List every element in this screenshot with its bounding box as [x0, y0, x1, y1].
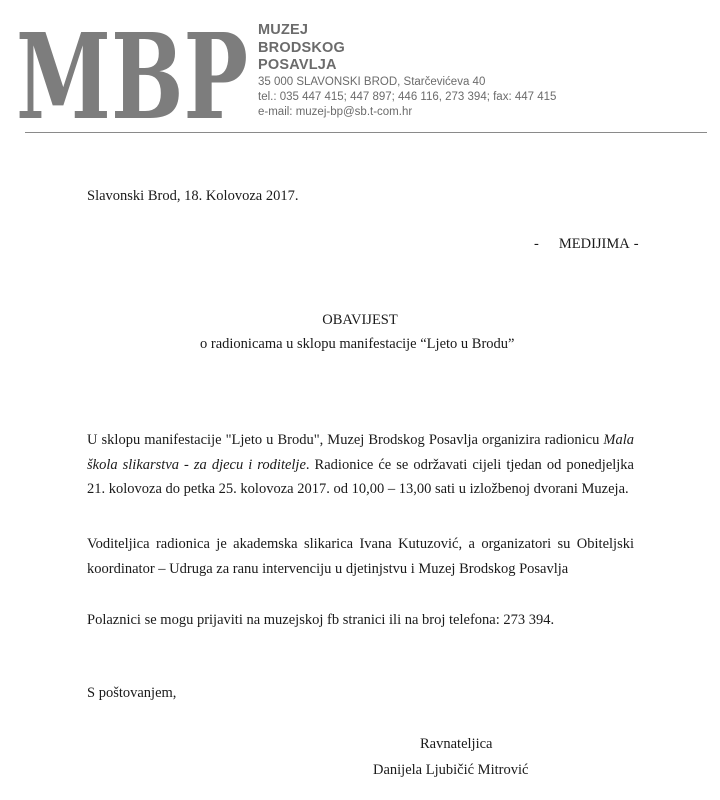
paragraph-workshop [87, 428, 634, 502]
paragraph-organizers: Voditeljica radionica je akademska slikarica Ivana Kutuzović, a organizatori su Obiteljski koordinator – Udruga za ranu intervenciju u djetinjstvu i Muzej Brodskog Posavlja [87, 536, 634, 577]
recipient-text: MEDIJIMA [558, 236, 630, 252]
organization-email: e-mail: muzej-bp@sb.t-com.hr [258, 105, 413, 118]
paragraph-text: . Radionice će se održavati cijeli tjedan od ponedjeljka 21. kolovoza do petka 25. kolovoza 2017. od 10,00 – 13,00 sati u izložbenoj dvorani Muzeja. [87, 456, 634, 497]
recipient-dash-left: - [534, 236, 539, 252]
signature-title: Ravnateljica [420, 736, 493, 752]
signature-name: Danijela Ljubičić Mitrović [373, 762, 529, 778]
museum-logo [12, 10, 252, 128]
paragraph-text: U sklopu manifestacije "Ljeto u Brodu", Muzej Brodskog Posavlja organizira radionicu [87, 432, 604, 448]
closing: S poštovanjem, [87, 685, 177, 701]
recipient [534, 236, 639, 253]
logo-text: MBP [16, 10, 248, 128]
place-date: Slavonski Brod, 18. Kolovoza 2017. [87, 188, 299, 204]
recipient-dash-right: - [633, 236, 639, 252]
organization-phone: tel.: 035 447 415; 447 897; 446 116, 273 394; fax: 447 415 [258, 90, 557, 103]
notice-subtitle: o radionicama u sklopu manifestacije “Ljeto u Brodu” [200, 336, 515, 352]
notice-title: OBAVIJEST [322, 312, 398, 328]
organization-address: 35 000 SLAVONSKI BROD, Starčevićeva 40 [258, 75, 486, 88]
organization-block [258, 22, 556, 120]
organization-name-line: POSAVLJA [258, 57, 337, 73]
header-divider [25, 132, 707, 133]
organization-name-line: MUZEJ [258, 22, 309, 38]
workshop-name: Mala škola slikarstva - za djecu i roditelje [87, 432, 634, 473]
paragraph-registration: Polaznici se mogu prijaviti na muzejskoj fb stranici ili na broj telefona: 273 394. [87, 612, 555, 628]
organization-name-line: BRODSKOG [258, 39, 345, 56]
